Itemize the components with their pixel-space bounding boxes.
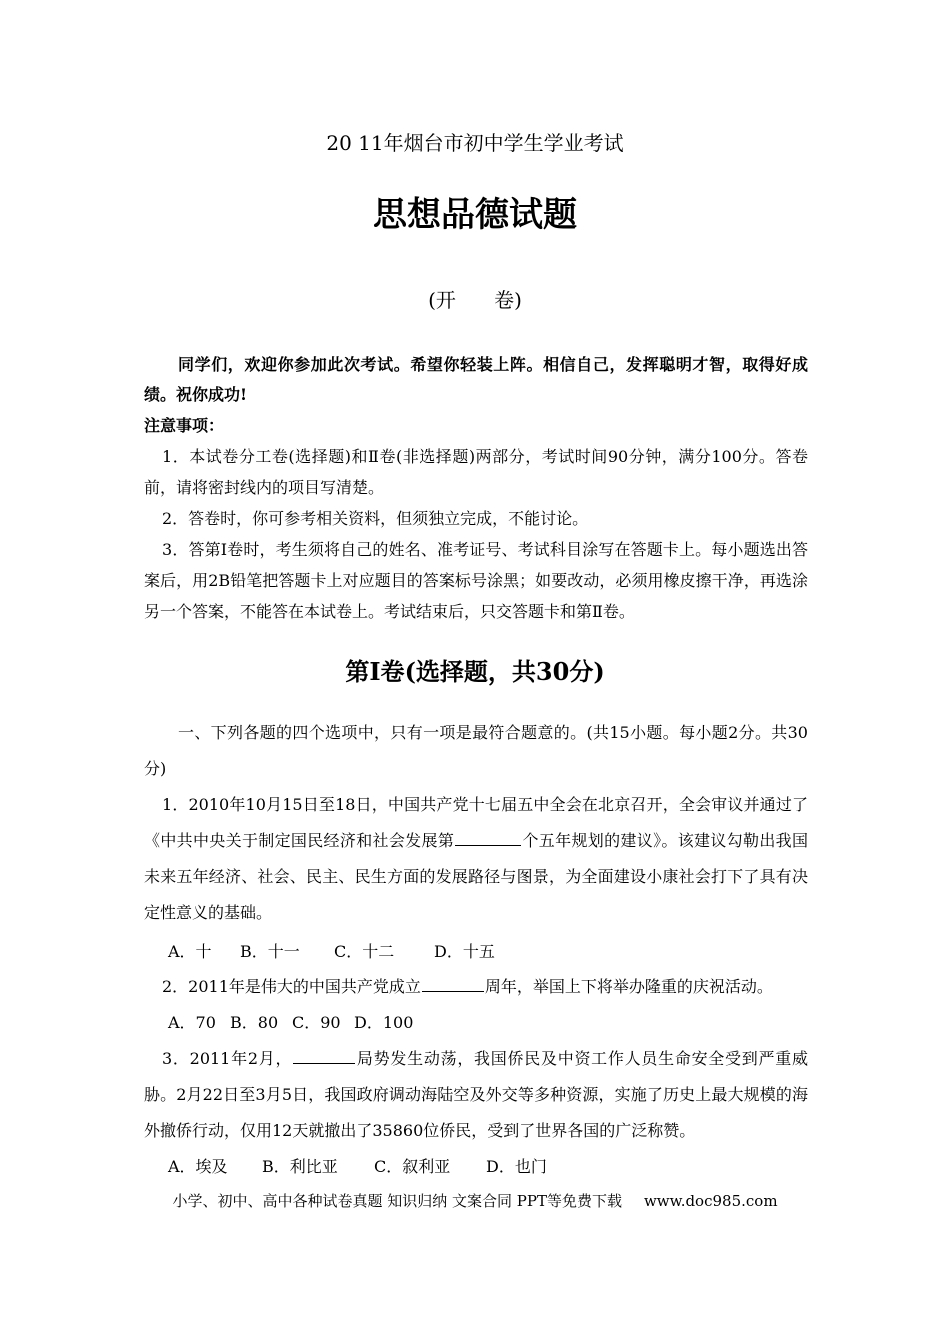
question-1-stem xyxy=(144,787,808,931)
section-title-volume: 第Ⅰ卷 xyxy=(345,657,405,686)
question-2-stem-before: 2．2011年是伟大的中国共产党成立 xyxy=(162,977,421,996)
footer-text: 小学、初中、高中各种试卷真题 知识归纳 文案合同 PPT等免费下载 xyxy=(172,1192,622,1210)
question-2-option-b: B．80 xyxy=(230,1013,279,1032)
exam-header-line: 20 11年烟台市初中学生学业考试 xyxy=(326,131,624,155)
question-1-option-c: C．十二 xyxy=(334,942,395,961)
footer-url: www.doc985.com xyxy=(643,1192,778,1210)
question-2-option-c: C．90 xyxy=(292,1013,341,1032)
question-2-stem xyxy=(144,969,808,1005)
greeting-paragraph: 同学们，欢迎你参加此次考试。希望你轻装上阵。相信自己，发挥聪明才智，取得好成绩。祝你成功! xyxy=(144,355,808,404)
question-3-option-d: D．也门 xyxy=(486,1157,547,1176)
question-3-option-c: C．叙利亚 xyxy=(374,1157,451,1176)
section-title-detail: (选择题，共30分) xyxy=(404,657,605,686)
question-3-options xyxy=(168,1149,547,1185)
question-2-options xyxy=(168,1005,413,1041)
question-1-option-a: A．十 xyxy=(168,942,212,961)
question-1-stem-after: 个五年规划的建议》。该建议勾勒出我国未来五年经济、社会、民主、民生方面的发展路径与图景，为全面建设小康社会打下了具有决定性意义的基础。 xyxy=(144,831,808,922)
question-2-option-a: A．70 xyxy=(168,1013,216,1032)
question-3-stem-after: 局势发生动荡，我国侨民及中资工作人员生命安全受到严重威胁。2月22日至3月5日，我国政府调动海陆空及外交等多种资源，实施了历史上最大规模的海外撤侨行动，仅用12天就撤出了35860位侨民，受到了世界各国的广泛称赞。 xyxy=(144,1049,808,1140)
exam-title: 思想品德试题 xyxy=(373,195,577,235)
notice-item-3: 3．答第I卷时，考生须将自己的姓名、准考证号、考试科目涂写在答题卡上。每小题选出答案后，用2B铅笔把答题卡上对应题目的答案标号涂黑；如要改动，必须用橡皮擦干净，再选涂另一个答案，不能答在本试卷上。考试结束后，只交答题卡和第Ⅱ卷。 xyxy=(144,540,808,621)
question-1-answer-blank xyxy=(455,829,521,846)
page-footer xyxy=(0,1187,950,1215)
exam-subtitle: (开 卷) xyxy=(428,288,522,312)
question-3-stem xyxy=(144,1041,808,1149)
question-1-option-d: D．十五 xyxy=(434,942,495,961)
section-instruction: 一、下列各题的四个选项中，只有一项是最符合题意的。(共15小题。每小题2分。共30分) xyxy=(144,723,808,778)
question-1-options xyxy=(168,934,495,970)
question-2-stem-after: 周年，举国上下将举办隆重的庆祝活动。 xyxy=(484,977,773,996)
question-2-answer-blank xyxy=(422,975,484,992)
question-3-option-a: A．埃及 xyxy=(168,1157,228,1176)
notice-item-1: 1．本试卷分工卷(选择题)和Ⅱ卷(非选择题)两部分，考试时间90分钟，满分100分。答卷前，请将密封线内的项目写清楚。 xyxy=(144,447,808,497)
question-3-answer-blank xyxy=(293,1047,355,1064)
section-title xyxy=(0,654,950,690)
question-1-stem-before: 1．2010年10月15日至18日，中国共产党十七届五中全会在北京召开，全会审议并通过了《中共中央关于制定国民经济和社会发展第 xyxy=(144,795,808,850)
question-1-option-b: B．十一 xyxy=(240,942,300,961)
question-2-option-d: D．100 xyxy=(354,1013,414,1032)
question-3-stem-before: 3．2011年2月， xyxy=(162,1049,293,1068)
question-3-option-b: B．利比亚 xyxy=(262,1157,338,1176)
notice-heading: 注意事项： xyxy=(144,416,225,435)
notice-item-2: 2．答卷时，你可参考相关资料，但须独立完成，不能讨论。 xyxy=(162,509,589,528)
